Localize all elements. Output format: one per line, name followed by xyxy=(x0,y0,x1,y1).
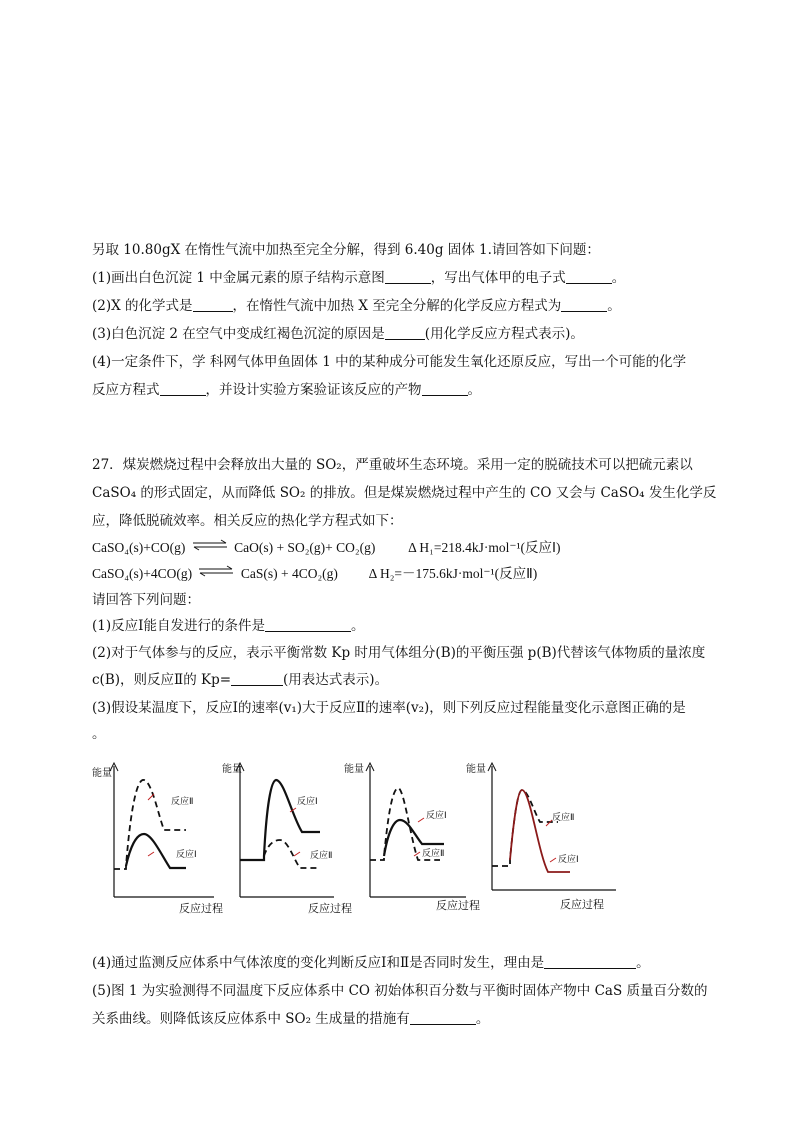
answer-blank[interactable] xyxy=(422,383,468,396)
x-axis-label: 反应过程 xyxy=(560,898,604,911)
q26-p2-text-a: (2)X 的化学式是 xyxy=(92,298,193,314)
q26-part3 xyxy=(92,325,584,343)
q26-p3-text-a: (3)白色沉淀 2 在空气中变成红褐色沉淀的原因是 xyxy=(92,326,385,342)
answer-blank[interactable] xyxy=(385,271,431,284)
q26-part1 xyxy=(92,269,625,287)
energy-diagram-1 xyxy=(92,756,223,920)
q26-p2-text-c: 。 xyxy=(607,298,621,314)
y-axis-label: 能量 xyxy=(466,764,486,775)
equation-2 xyxy=(92,565,537,583)
x-axis-label: 反应过程 xyxy=(308,902,352,915)
answer-blank[interactable] xyxy=(160,383,206,396)
answer-blank[interactable] xyxy=(385,327,425,340)
equation-1 xyxy=(92,539,560,557)
curve-label-upper: 反应Ⅰ xyxy=(297,797,318,807)
equation-2-products: CaS(s) + 4CO₂(g) xyxy=(240,566,338,581)
curve-label-lower: 反应Ⅱ xyxy=(310,851,333,861)
q27-p2-text-b: c(B)，则反应Ⅱ的 Kp= xyxy=(92,672,232,688)
q27-part5-line1: (5)图 1 为实验测得不同温度下反应体系中 CO 初始体积百分数与平衡时固体产物中 CaS 质量百分数的 xyxy=(92,983,708,999)
curve-label-lower: 反应Ⅰ xyxy=(176,850,197,860)
q26-p2-text-b: ，在惰性气流中加热 X 至完全分解的化学反应方程式为 xyxy=(232,298,562,314)
answer-blank[interactable] xyxy=(561,299,607,312)
x-axis-label: 反应过程 xyxy=(436,899,480,912)
curve-label-upper: 反应Ⅱ xyxy=(552,813,575,823)
q26-part4-line1: (4)一定条件下，学 科网气体甲鱼固体 1 中的某种成分可能发生氧化还原反应，写出一个可能的化学 xyxy=(92,354,687,370)
y-axis-label: 能量 xyxy=(344,764,364,775)
q26-p3-text-b: (用化学反应方程式表示)。 xyxy=(424,326,584,342)
y-axis-label: 能量 xyxy=(222,764,242,775)
q27-p5-text-c: 。 xyxy=(475,1011,490,1027)
answer-blank[interactable] xyxy=(544,956,636,969)
q26-p4-text-c: ，并设计实验方案验证该反应的产物 xyxy=(205,382,422,398)
q27-part5-line2 xyxy=(92,1010,489,1028)
curve-label-lower: 反应Ⅰ xyxy=(558,855,579,865)
q27-part3-line1: (3)假设某温度下，反应Ⅰ的速率(v₁)大于反应Ⅱ的速率(v₂)，则下列反应过程能量变化示意图正确的是 xyxy=(92,700,686,716)
answer-blank[interactable] xyxy=(193,299,233,312)
q27-text-line1: 27．煤炭燃烧过程中会释放出大量的 SO₂，严重破坏生态环境。采用一定的脱硫技术可以把硫元素以 xyxy=(92,457,693,473)
equation-1-reactants: CaSO₄(s)+CO(g) xyxy=(92,540,186,555)
answer-blank[interactable] xyxy=(231,673,283,686)
energy-diagram-3 xyxy=(344,756,480,920)
q27-part3-line2: 。 xyxy=(92,726,106,742)
q27-part2-line1: (2)对于气体参与的反应，表示平衡常数 Kp 时用气体组分(B)的平衡压强 p(B)代替该气体物质的量浓度 xyxy=(92,645,706,661)
x-axis-label: 反应过程 xyxy=(179,902,223,915)
q27-text-line2: CaSO₄ 的形式固定，从而降低 SO₂ 的排放。但是煤炭燃烧过程中产生的 CO 又会与 CaSO₄ 发生化学反 xyxy=(92,485,717,501)
curve-label-upper: 反应Ⅱ xyxy=(171,797,194,807)
equation-1-products: CaO(s) + SO₂(g)+ CO₂(g) xyxy=(234,540,376,555)
q27-part4 xyxy=(92,954,650,972)
answer-blank[interactable] xyxy=(410,1012,476,1025)
q27-p1-text-b: 。 xyxy=(350,618,365,634)
equation-2-reactants: CaSO₄(s)+4CO(g) xyxy=(92,566,193,581)
q27-text-line3: 应，降低脱硫效率。相关反应的热化学方程式如下： xyxy=(92,513,403,529)
q27-p2-text-c: (用表达式表示)。 xyxy=(283,672,389,688)
q26-p1-text-c: 。 xyxy=(611,270,626,286)
q27-p5-text-b: 关系曲线。则降低该反应体系中 SO₂ 生成量的措施有 xyxy=(92,1011,410,1027)
q26-part2 xyxy=(92,297,621,315)
q27-p1-text-a: (1)反应Ⅰ能自发进行的条件是 xyxy=(92,618,265,634)
q26-p1-text-a: (1)画出白色沉淀 1 中金属元素的原子结构示意图 xyxy=(92,270,385,286)
answer-blank[interactable] xyxy=(265,619,351,632)
energy-diagram-4 xyxy=(466,756,626,920)
q27-p4-text-b: 。 xyxy=(636,955,650,971)
equation-2-enthalpy: Δ H₂=－175.6kJ·mol⁻¹(反应Ⅱ) xyxy=(368,566,538,581)
curve-label-upper: 反应Ⅰ xyxy=(426,811,447,821)
equilibrium-arrow-icon xyxy=(193,540,227,550)
q27-p4-text-a: (4)通过监测反应体系中气体浓度的变化判断反应Ⅰ和Ⅱ是否同时发生，理由是 xyxy=(92,955,545,971)
q27-part1 xyxy=(92,617,364,635)
q27-ask: 请回答下列问题： xyxy=(92,592,200,608)
q26-p4-text-d: 。 xyxy=(467,382,481,398)
equilibrium-arrow-icon xyxy=(199,566,233,576)
answer-blank[interactable] xyxy=(566,271,612,284)
equation-1-enthalpy: Δ H₁=218.4kJ·mol⁻¹(反应Ⅰ) xyxy=(408,540,561,555)
energy-diagram-2 xyxy=(222,756,352,920)
q27-part2-line2 xyxy=(92,671,388,689)
curve-label-lower: 反应Ⅱ xyxy=(422,849,445,859)
y-axis-label: 能量 xyxy=(92,768,112,779)
q26-part4-line2 xyxy=(92,381,481,399)
q26-p1-text-b: ，写出气体甲的电子式 xyxy=(430,270,566,286)
q26-intro: 另取 10.80gX 在惰性气流中加热至完全分解，得到 6.40g 固体 1.请回答如下问题： xyxy=(92,242,600,258)
q26-p4-text-b: 反应方程式 xyxy=(92,382,160,398)
